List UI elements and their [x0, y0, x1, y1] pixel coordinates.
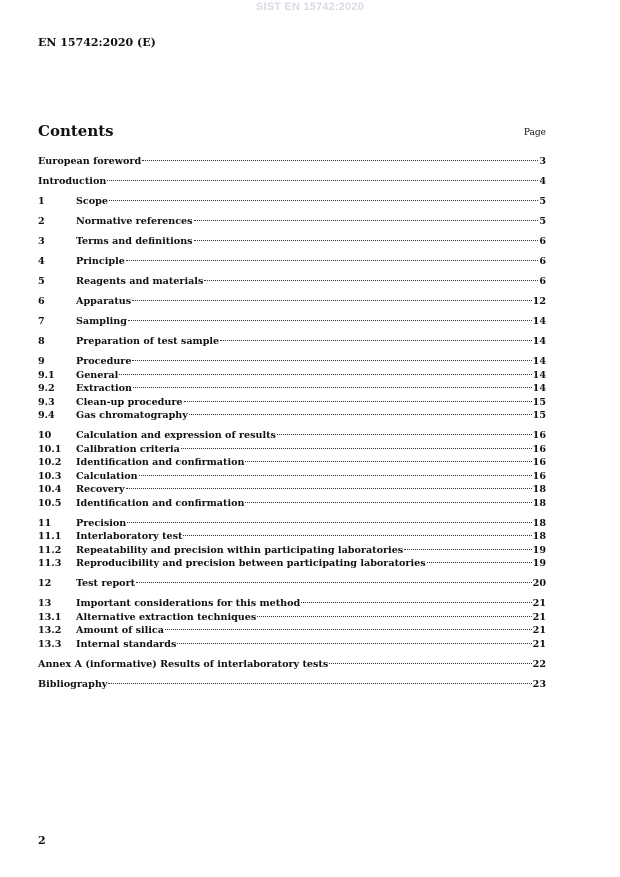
dot-leader: [427, 562, 532, 563]
toc-entry-number: 12: [38, 578, 52, 589]
toc-entry[interactable]: [38, 456, 546, 470]
toc-entry-number: 9.4: [38, 410, 55, 421]
toc-entry-title: Calculation and expression of results: [76, 430, 276, 441]
toc-entry-title: Terms and definitions: [76, 236, 193, 247]
toc-entry[interactable]: [38, 544, 546, 558]
toc-entry-page: 16: [532, 430, 546, 441]
toc-entry-title: Normative references: [76, 216, 193, 227]
dot-leader: [183, 535, 531, 536]
dot-leader: [204, 280, 538, 281]
dot-leader: [245, 502, 531, 503]
dot-leader: [184, 401, 532, 402]
toc-entry-number: 5: [38, 276, 45, 287]
toc-entry[interactable]: [38, 195, 546, 209]
toc-entry-page: 21: [532, 611, 546, 623]
toc-entry-page: 14: [532, 369, 546, 381]
table-of-contents: [38, 155, 546, 691]
toc-entry-number: 9.3: [38, 396, 55, 408]
toc-entry-number: 9.2: [38, 383, 55, 394]
toc-entry-title: Amount of silica: [76, 625, 164, 636]
toc-entry-page: 15: [532, 396, 546, 408]
toc-entry-number: 10.3: [38, 470, 62, 482]
toc-entry-title: Principle: [76, 256, 125, 267]
toc-entry-number: 9: [38, 356, 45, 367]
toc-entry-number: 4: [38, 256, 45, 267]
toc-entry-page: 18: [532, 497, 546, 509]
toc-entry-page: 18: [532, 484, 546, 495]
toc-entry-title: Sampling: [76, 316, 127, 327]
dot-leader: [189, 414, 532, 415]
toc-entry-title: Calibration criteria: [76, 443, 180, 455]
dot-leader: [136, 582, 532, 583]
toc-entry-title: Scope: [76, 196, 108, 207]
dot-leader: [194, 220, 539, 221]
watermark: SIST EN 15742:2020: [255, 1, 365, 13]
toc-entry-number: 11.2: [38, 544, 62, 556]
toc-entry-number: 10.5: [38, 497, 62, 509]
toc-entry-title: Repeatability and precision within participating laboratories: [76, 544, 404, 556]
toc-entry[interactable]: [38, 335, 546, 349]
toc-entry-number: 10.2: [38, 457, 62, 468]
toc-entry[interactable]: [38, 611, 546, 625]
toc-entry[interactable]: [38, 369, 546, 383]
toc-entry-number: 13: [38, 598, 52, 609]
dot-leader: [132, 360, 531, 361]
toc-entry-page: 5: [539, 216, 546, 227]
toc-entry-number: 7: [38, 316, 45, 327]
toc-entry[interactable]: [38, 483, 546, 497]
toc-entry-page: 16: [532, 457, 546, 468]
toc-entry-title: Identification and confirmation: [76, 457, 245, 468]
dot-leader: [128, 320, 532, 321]
toc-entry[interactable]: [38, 638, 546, 652]
dot-leader: [257, 616, 531, 617]
toc-entry-title: Bibliography: [38, 678, 108, 690]
toc-entry-number: 3: [38, 236, 45, 247]
toc-entry-title: Test report: [76, 578, 136, 589]
dot-leader: [126, 260, 538, 261]
toc-entry-title: Interlaboratory test: [76, 531, 183, 542]
toc-entry-number: 13.2: [38, 625, 62, 636]
toc-entry-number: 9.1: [38, 369, 55, 381]
dot-leader: [181, 448, 532, 449]
toc-entry-page: 21: [532, 625, 546, 636]
toc-entry-title: Clean-up procedure: [76, 396, 183, 408]
dot-leader: [277, 434, 532, 435]
page-number: 2: [38, 834, 46, 847]
toc-entry-title: Recovery: [76, 484, 125, 495]
toc-entry[interactable]: [38, 355, 546, 369]
toc-entry[interactable]: [38, 295, 546, 309]
toc-entry-title: Important considerations for this method: [76, 598, 301, 609]
toc-entry-page: 22: [532, 658, 546, 670]
toc-entry[interactable]: [38, 315, 546, 329]
toc-entry-title: Alternative extraction techniques: [76, 611, 257, 623]
toc-entry-number: 11: [38, 517, 52, 529]
dot-leader: [133, 387, 532, 388]
toc-entry-title: Extraction: [76, 383, 133, 394]
toc-entry-title: Reproducibility and precision between participating laboratories: [76, 558, 426, 569]
toc-entry-page: 18: [532, 531, 546, 542]
toc-entry-number: 11.1: [38, 531, 62, 542]
toc-entry-title: Internal standards: [76, 638, 177, 650]
toc-entry-title: Apparatus: [76, 296, 132, 307]
dot-leader: [132, 300, 531, 301]
toc-entry-title: Introduction: [38, 176, 107, 187]
toc-entry-page: 4: [539, 176, 546, 187]
toc-entry-number: 6: [38, 296, 45, 307]
toc-entry-title: Gas chromatography: [76, 410, 188, 421]
toc-entry-title: Preparation of test sample: [76, 336, 220, 347]
dot-leader: [127, 522, 531, 523]
toc-entry-page: 6: [539, 276, 546, 287]
toc-entry-page: 14: [532, 316, 546, 327]
toc-entry-number: 10: [38, 430, 52, 441]
toc-entry[interactable]: [38, 678, 546, 692]
toc-entry-page: 15: [532, 410, 546, 421]
toc-entry[interactable]: [38, 396, 546, 410]
toc-entry-number: 8: [38, 336, 45, 347]
toc-entry-title: General: [76, 369, 119, 381]
toc-entry-title: Procedure: [76, 356, 132, 367]
toc-entry-page: 12: [532, 296, 546, 307]
toc-entry-page: 14: [532, 356, 546, 367]
toc-entry-number: 13.3: [38, 638, 62, 650]
toc-entry-number: 13.1: [38, 611, 62, 623]
toc-entry[interactable]: [38, 155, 546, 169]
toc-entry-number: 10.4: [38, 484, 62, 495]
toc-entry[interactable]: [38, 517, 546, 531]
toc-entry-title: European foreword: [38, 156, 142, 167]
toc-entry-page: 19: [532, 544, 546, 556]
toc-entry[interactable]: [38, 624, 546, 638]
toc-entry-page: 14: [532, 336, 546, 347]
toc-entry-title: Annex A (informative) Results of interlaboratory tests: [38, 658, 329, 670]
toc-entry[interactable]: [38, 215, 546, 229]
dot-leader: [194, 240, 539, 241]
dot-leader: [245, 461, 531, 462]
toc-entry[interactable]: [38, 597, 546, 611]
toc-entry-page: 20: [532, 578, 546, 589]
dot-leader: [119, 374, 531, 375]
toc-entry-page: 18: [532, 517, 546, 529]
dot-leader: [301, 602, 531, 603]
toc-entry[interactable]: [38, 658, 546, 672]
toc-entry[interactable]: [38, 577, 546, 591]
toc-entry-page: 5: [539, 196, 546, 207]
dot-leader: [165, 629, 532, 630]
dot-leader: [329, 663, 531, 664]
toc-entry[interactable]: [38, 470, 546, 484]
toc-entry[interactable]: [38, 275, 546, 289]
toc-entry[interactable]: [38, 175, 546, 189]
dot-leader: [404, 549, 531, 550]
toc-entry-page: 16: [532, 443, 546, 455]
toc-entry-number: 2: [38, 216, 45, 227]
contents-title: Contents: [38, 122, 114, 140]
toc-entry[interactable]: [38, 530, 546, 544]
toc-entry-page: 19: [532, 558, 546, 569]
toc-entry-title: Precision: [76, 517, 127, 529]
toc-entry-page: 6: [539, 236, 546, 247]
toc-entry-page: 21: [532, 638, 546, 650]
dot-leader: [177, 643, 531, 644]
toc-entry-number: 1: [38, 196, 45, 207]
toc-entry[interactable]: [38, 235, 546, 249]
dot-leader: [139, 475, 532, 476]
document-id: EN 15742:2020 (E): [38, 36, 156, 49]
toc-entry-page: 14: [532, 383, 546, 394]
toc-entry[interactable]: [38, 382, 546, 396]
page-column-label: Page: [523, 128, 546, 138]
dot-leader: [142, 160, 538, 161]
toc-entry-page: 21: [532, 598, 546, 609]
toc-entry-page: 23: [532, 678, 546, 690]
toc-entry-page: 16: [532, 470, 546, 482]
toc-entry[interactable]: [38, 409, 546, 423]
toc-entry[interactable]: [38, 497, 546, 511]
toc-entry-title: Calculation: [76, 470, 138, 482]
toc-entry-number: 10.1: [38, 443, 62, 455]
toc-entry-page: 6: [539, 256, 546, 267]
toc-entry-title: Identification and confirmation: [76, 497, 245, 509]
dot-leader: [220, 340, 531, 341]
toc-entry[interactable]: [38, 557, 546, 571]
toc-entry-page: 3: [539, 156, 546, 167]
toc-entry[interactable]: [38, 443, 546, 457]
toc-entry[interactable]: [38, 255, 546, 269]
dot-leader: [126, 488, 532, 489]
dot-leader: [107, 180, 538, 181]
toc-entry-number: 11.3: [38, 558, 62, 569]
dot-leader: [109, 200, 538, 201]
toc-entry[interactable]: [38, 429, 546, 443]
dot-leader: [108, 683, 531, 684]
toc-entry-title: Reagents and materials: [76, 276, 204, 287]
